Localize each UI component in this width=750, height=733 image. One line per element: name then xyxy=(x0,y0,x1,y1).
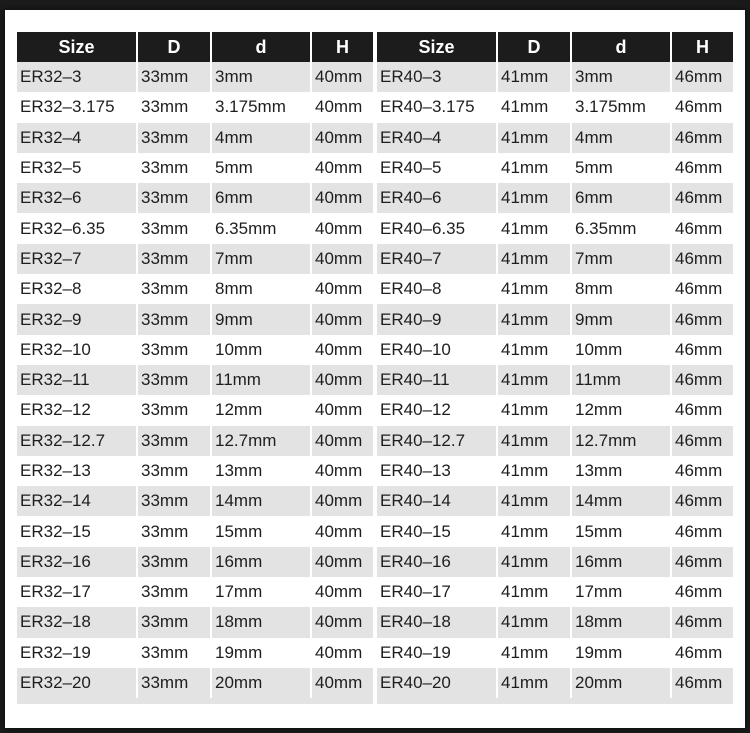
table-row xyxy=(377,577,733,607)
cell-bore-diameter: 19mm xyxy=(211,638,311,668)
cell-height: 46mm xyxy=(671,395,733,425)
table-row xyxy=(17,244,373,274)
cell-bore-diameter: 4mm xyxy=(211,123,311,153)
cell-size: ER32–11 xyxy=(17,365,137,395)
cell-outer-diameter: 41mm xyxy=(497,274,571,304)
cell-size: ER40–7 xyxy=(377,244,497,274)
cell-height: 40mm xyxy=(311,62,373,92)
cell-size: ER32–5 xyxy=(17,153,137,183)
spec-sheet xyxy=(5,10,745,728)
cell-outer-diameter: 41mm xyxy=(497,395,571,425)
header-outer-diameter: D xyxy=(137,32,211,62)
cell-height: 40mm xyxy=(311,244,373,274)
cell-outer-diameter: 41mm xyxy=(497,456,571,486)
table-row xyxy=(17,486,373,516)
cell-height: 46mm xyxy=(671,183,733,213)
cell-outer-diameter: 41mm xyxy=(497,335,571,365)
cell-size: ER40–3.175 xyxy=(377,92,497,122)
cell-bore-diameter: 16mm xyxy=(211,547,311,577)
header-row xyxy=(377,32,733,62)
table-row xyxy=(17,365,373,395)
header-height: H xyxy=(671,32,733,62)
cell-outer-diameter: 33mm xyxy=(137,244,211,274)
table-row xyxy=(17,304,373,334)
table-row xyxy=(17,92,373,122)
cell-outer-diameter: 33mm xyxy=(137,577,211,607)
cell-bore-diameter: 8mm xyxy=(571,274,671,304)
cell-bore-diameter: 16mm xyxy=(571,547,671,577)
cell-bore-diameter: 13mm xyxy=(571,456,671,486)
cell-height: 46mm xyxy=(671,607,733,637)
cell-height: 46mm xyxy=(671,426,733,456)
cell-bore-diameter: 11mm xyxy=(211,365,311,395)
cell-size: ER32–13 xyxy=(17,456,137,486)
cell-bore-diameter: 14mm xyxy=(571,486,671,516)
cell-outer-diameter: 33mm xyxy=(137,213,211,243)
cell-size: ER32–19 xyxy=(17,638,137,668)
er32-table-body xyxy=(17,62,373,704)
footer-band-cell xyxy=(17,698,373,704)
cell-size: ER40–13 xyxy=(377,456,497,486)
table-row xyxy=(377,668,733,698)
table-row xyxy=(377,456,733,486)
cell-outer-diameter: 33mm xyxy=(137,638,211,668)
cell-size: ER32–8 xyxy=(17,274,137,304)
cell-height: 40mm xyxy=(311,426,373,456)
cell-height: 46mm xyxy=(671,547,733,577)
cell-height: 40mm xyxy=(311,183,373,213)
er32-spec-table xyxy=(17,32,373,704)
cell-outer-diameter: 33mm xyxy=(137,668,211,698)
table-row xyxy=(17,395,373,425)
cell-bore-diameter: 7mm xyxy=(571,244,671,274)
cell-height: 46mm xyxy=(671,516,733,546)
cell-outer-diameter: 33mm xyxy=(137,456,211,486)
table-row xyxy=(377,62,733,92)
cell-outer-diameter: 41mm xyxy=(497,638,571,668)
cell-height: 46mm xyxy=(671,668,733,698)
cell-height: 40mm xyxy=(311,547,373,577)
cell-outer-diameter: 41mm xyxy=(497,213,571,243)
header-outer-diameter: D xyxy=(497,32,571,62)
cell-bore-diameter: 4mm xyxy=(571,123,671,153)
table-footer-band xyxy=(377,698,733,704)
cell-height: 40mm xyxy=(311,395,373,425)
cell-bore-diameter: 5mm xyxy=(211,153,311,183)
cell-size: ER40–9 xyxy=(377,304,497,334)
cell-bore-diameter: 3mm xyxy=(211,62,311,92)
cell-outer-diameter: 33mm xyxy=(137,123,211,153)
table-row xyxy=(377,304,733,334)
cell-height: 40mm xyxy=(311,577,373,607)
table-row xyxy=(17,335,373,365)
cell-bore-diameter: 17mm xyxy=(571,577,671,607)
cell-outer-diameter: 41mm xyxy=(497,365,571,395)
header-size: Size xyxy=(17,32,137,62)
cell-size: ER40–3 xyxy=(377,62,497,92)
cell-bore-diameter: 3.175mm xyxy=(211,92,311,122)
cell-outer-diameter: 41mm xyxy=(497,577,571,607)
cell-size: ER40–5 xyxy=(377,153,497,183)
cell-bore-diameter: 15mm xyxy=(211,516,311,546)
cell-height: 46mm xyxy=(671,213,733,243)
cell-size: ER40–19 xyxy=(377,638,497,668)
cell-size: ER40–14 xyxy=(377,486,497,516)
cell-outer-diameter: 41mm xyxy=(497,668,571,698)
cell-outer-diameter: 41mm xyxy=(497,92,571,122)
cell-size: ER40–12.7 xyxy=(377,426,497,456)
cell-outer-diameter: 33mm xyxy=(137,547,211,577)
cell-outer-diameter: 33mm xyxy=(137,183,211,213)
cell-outer-diameter: 41mm xyxy=(497,183,571,213)
cell-height: 46mm xyxy=(671,577,733,607)
cell-size: ER40–16 xyxy=(377,547,497,577)
cell-size: ER32–20 xyxy=(17,668,137,698)
cell-outer-diameter: 41mm xyxy=(497,153,571,183)
table-row xyxy=(377,92,733,122)
cell-size: ER40–17 xyxy=(377,577,497,607)
cell-size: ER32–6.35 xyxy=(17,213,137,243)
cell-height: 46mm xyxy=(671,244,733,274)
cell-height: 46mm xyxy=(671,365,733,395)
table-row xyxy=(377,638,733,668)
cell-outer-diameter: 41mm xyxy=(497,426,571,456)
cell-outer-diameter: 41mm xyxy=(497,607,571,637)
cell-outer-diameter: 33mm xyxy=(137,395,211,425)
cell-height: 46mm xyxy=(671,486,733,516)
cell-bore-diameter: 12mm xyxy=(571,395,671,425)
table-row xyxy=(17,426,373,456)
cell-size: ER40–18 xyxy=(377,607,497,637)
cell-height: 40mm xyxy=(311,213,373,243)
cell-height: 40mm xyxy=(311,668,373,698)
cell-size: ER40–10 xyxy=(377,335,497,365)
cell-outer-diameter: 33mm xyxy=(137,274,211,304)
cell-bore-diameter: 12mm xyxy=(211,395,311,425)
cell-height: 40mm xyxy=(311,274,373,304)
cell-size: ER32–4 xyxy=(17,123,137,153)
table-row xyxy=(377,213,733,243)
cell-size: ER40–8 xyxy=(377,274,497,304)
cell-height: 40mm xyxy=(311,153,373,183)
table-row xyxy=(17,274,373,304)
table-row xyxy=(17,62,373,92)
cell-bore-diameter: 20mm xyxy=(571,668,671,698)
table-row xyxy=(377,123,733,153)
header-bore-diameter: d xyxy=(571,32,671,62)
cell-size: ER32–3.175 xyxy=(17,92,137,122)
cell-size: ER40–4 xyxy=(377,123,497,153)
cell-bore-diameter: 3mm xyxy=(571,62,671,92)
cell-height: 46mm xyxy=(671,123,733,153)
table-row xyxy=(377,547,733,577)
cell-outer-diameter: 33mm xyxy=(137,335,211,365)
table-row xyxy=(377,395,733,425)
cell-height: 40mm xyxy=(311,516,373,546)
cell-bore-diameter: 18mm xyxy=(571,607,671,637)
table-row xyxy=(17,547,373,577)
cell-bore-diameter: 13mm xyxy=(211,456,311,486)
cell-height: 40mm xyxy=(311,365,373,395)
cell-height: 46mm xyxy=(671,62,733,92)
cell-size: ER40–12 xyxy=(377,395,497,425)
cell-size: ER40–11 xyxy=(377,365,497,395)
cell-bore-diameter: 11mm xyxy=(571,365,671,395)
table-row xyxy=(17,638,373,668)
table-row xyxy=(17,153,373,183)
cell-outer-diameter: 33mm xyxy=(137,62,211,92)
cell-outer-diameter: 41mm xyxy=(497,123,571,153)
table-row xyxy=(377,153,733,183)
cell-size: ER32–12.7 xyxy=(17,426,137,456)
header-size: Size xyxy=(377,32,497,62)
cell-outer-diameter: 41mm xyxy=(497,486,571,516)
cell-bore-diameter: 20mm xyxy=(211,668,311,698)
cell-size: ER40–15 xyxy=(377,516,497,546)
cell-height: 40mm xyxy=(311,304,373,334)
cell-bore-diameter: 6mm xyxy=(211,183,311,213)
cell-size: ER32–12 xyxy=(17,395,137,425)
cell-height: 40mm xyxy=(311,335,373,365)
cell-height: 46mm xyxy=(671,335,733,365)
table-row xyxy=(377,335,733,365)
cell-outer-diameter: 33mm xyxy=(137,153,211,183)
table-row xyxy=(17,123,373,153)
table-row xyxy=(17,456,373,486)
cell-bore-diameter: 6.35mm xyxy=(211,213,311,243)
cell-height: 46mm xyxy=(671,153,733,183)
cell-outer-diameter: 41mm xyxy=(497,547,571,577)
cell-bore-diameter: 10mm xyxy=(211,335,311,365)
cell-outer-diameter: 33mm xyxy=(137,607,211,637)
table-row xyxy=(17,213,373,243)
table-row xyxy=(377,365,733,395)
er40-spec-table xyxy=(377,32,733,704)
cell-bore-diameter: 10mm xyxy=(571,335,671,365)
table-row xyxy=(377,274,733,304)
table-row xyxy=(377,426,733,456)
header-bore-diameter: d xyxy=(211,32,311,62)
table-row xyxy=(377,607,733,637)
cell-height: 40mm xyxy=(311,486,373,516)
cell-outer-diameter: 41mm xyxy=(497,62,571,92)
er40-table-body xyxy=(377,62,733,704)
cell-size: ER40–20 xyxy=(377,668,497,698)
cell-bore-diameter: 8mm xyxy=(211,274,311,304)
cell-size: ER32–10 xyxy=(17,335,137,365)
table-row xyxy=(17,607,373,637)
cell-size: ER32–18 xyxy=(17,607,137,637)
cell-bore-diameter: 14mm xyxy=(211,486,311,516)
table-row xyxy=(377,183,733,213)
cell-bore-diameter: 17mm xyxy=(211,577,311,607)
cell-size: ER32–14 xyxy=(17,486,137,516)
cell-bore-diameter: 3.175mm xyxy=(571,92,671,122)
table-row xyxy=(17,516,373,546)
cell-height: 46mm xyxy=(671,92,733,122)
cell-size: ER32–3 xyxy=(17,62,137,92)
table-row xyxy=(17,183,373,213)
cell-bore-diameter: 9mm xyxy=(571,304,671,334)
cell-size: ER40–6 xyxy=(377,183,497,213)
cell-height: 40mm xyxy=(311,607,373,637)
header-row xyxy=(17,32,373,62)
cell-outer-diameter: 41mm xyxy=(497,304,571,334)
cell-outer-diameter: 33mm xyxy=(137,365,211,395)
cell-outer-diameter: 33mm xyxy=(137,426,211,456)
table-row xyxy=(17,668,373,698)
cell-size: ER32–9 xyxy=(17,304,137,334)
table-row xyxy=(377,244,733,274)
table-row xyxy=(17,577,373,607)
cell-size: ER32–6 xyxy=(17,183,137,213)
cell-height: 40mm xyxy=(311,638,373,668)
cell-outer-diameter: 33mm xyxy=(137,486,211,516)
cell-size: ER32–16 xyxy=(17,547,137,577)
cell-height: 40mm xyxy=(311,456,373,486)
cell-outer-diameter: 41mm xyxy=(497,244,571,274)
table-footer-band xyxy=(17,698,373,704)
cell-bore-diameter: 19mm xyxy=(571,638,671,668)
cell-height: 46mm xyxy=(671,274,733,304)
cell-height: 46mm xyxy=(671,304,733,334)
table-row xyxy=(377,486,733,516)
cell-bore-diameter: 18mm xyxy=(211,607,311,637)
cell-outer-diameter: 33mm xyxy=(137,516,211,546)
cell-size: ER32–15 xyxy=(17,516,137,546)
cell-bore-diameter: 6.35mm xyxy=(571,213,671,243)
cell-bore-diameter: 12.7mm xyxy=(211,426,311,456)
cell-bore-diameter: 12.7mm xyxy=(571,426,671,456)
cell-height: 40mm xyxy=(311,92,373,122)
cell-size: ER32–7 xyxy=(17,244,137,274)
footer-band-cell xyxy=(377,698,733,704)
cell-height: 46mm xyxy=(671,456,733,486)
cell-height: 40mm xyxy=(311,123,373,153)
cell-bore-diameter: 15mm xyxy=(571,516,671,546)
cell-size: ER40–6.35 xyxy=(377,213,497,243)
header-height: H xyxy=(311,32,373,62)
cell-bore-diameter: 6mm xyxy=(571,183,671,213)
cell-outer-diameter: 33mm xyxy=(137,92,211,122)
cell-bore-diameter: 9mm xyxy=(211,304,311,334)
cell-bore-diameter: 7mm xyxy=(211,244,311,274)
cell-bore-diameter: 5mm xyxy=(571,153,671,183)
cell-outer-diameter: 33mm xyxy=(137,304,211,334)
table-row xyxy=(377,516,733,546)
cell-height: 46mm xyxy=(671,638,733,668)
cell-outer-diameter: 41mm xyxy=(497,516,571,546)
cell-size: ER32–17 xyxy=(17,577,137,607)
